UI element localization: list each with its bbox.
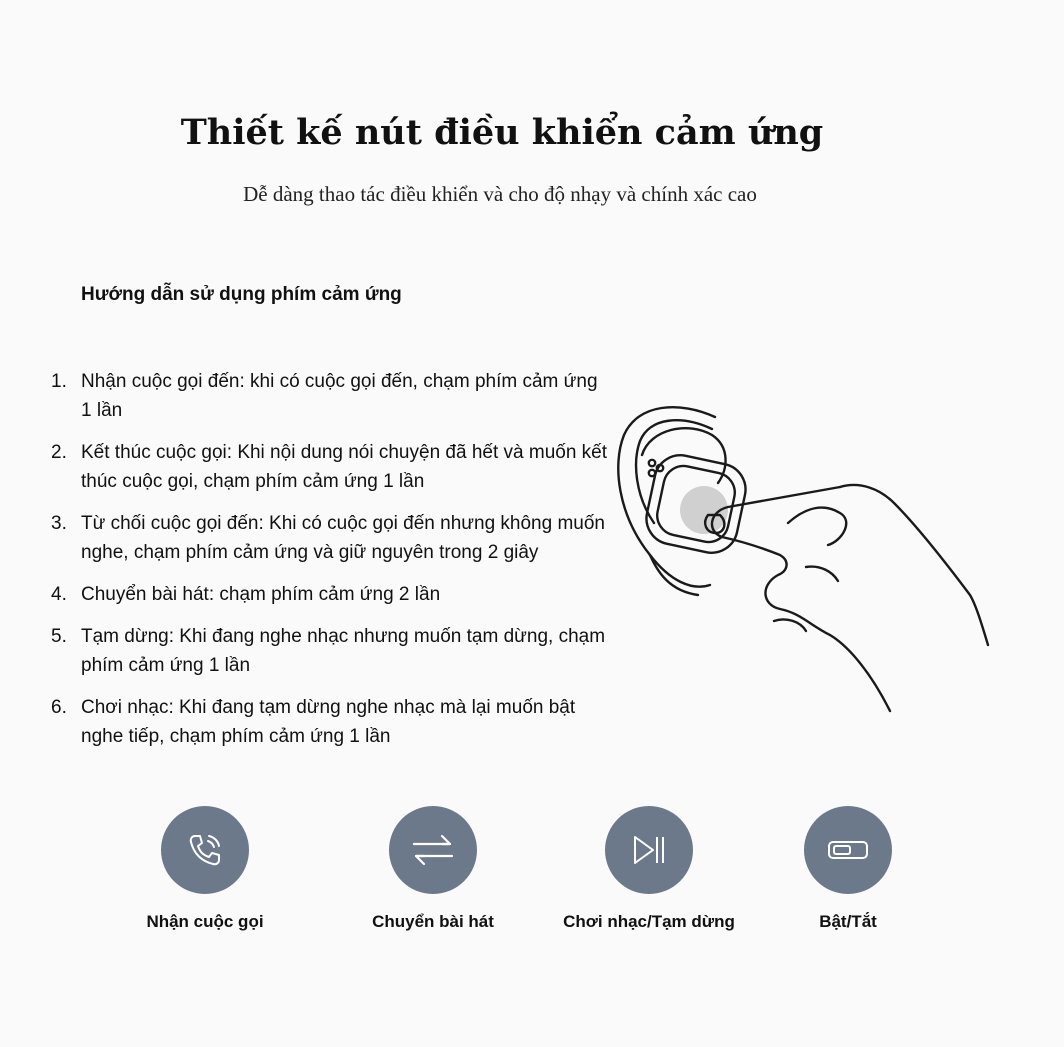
feature-play-pause: [549, 806, 749, 932]
feature-label: Nhận cuộc gọi: [146, 912, 264, 931]
instruction-text: Chuyển bài hát: chạm phím cảm ứng 2 lần: [81, 584, 441, 605]
knuckle-line: [806, 567, 838, 581]
instruction-number: 5.: [51, 626, 67, 647]
feature-icon-circle: [804, 806, 892, 894]
instruction-item: [51, 622, 609, 680]
instruction-number: 2.: [51, 442, 67, 463]
phone-call-icon: [183, 828, 227, 872]
instruction-item: [51, 509, 609, 567]
thumb: [788, 508, 846, 545]
feature-skip-track: [333, 806, 533, 932]
feature-icon-circle: [389, 806, 477, 894]
feature-label: Chơi nhạc/Tạm dừng: [563, 912, 735, 931]
page-subtitle: Dễ dàng thao tác điều khiển và cho độ nhạy và chính xác cao: [243, 182, 757, 206]
feature-label: Bật/Tắt: [819, 912, 877, 931]
ear-lobe-line: [650, 555, 698, 595]
instruction-text: Tạm dừng: Khi đang nghe nhạc nhưng muốn tạm dừng, chạm phím cảm ứng 1 lần: [81, 626, 606, 676]
instruction-text: Kết thúc cuộc gọi: Khi nội dung nói chuyện đã hết và muốn kết thúc cuộc gọi, chạm phím cảm ứng 1 lần: [81, 442, 608, 492]
instruction-number: 4.: [51, 584, 67, 605]
page-title: Thiết kế nút điều khiển cảm ứng: [180, 112, 824, 153]
instruction-number: 3.: [51, 513, 67, 534]
feature-icon-circle: [161, 806, 249, 894]
play-pause-icon: [629, 832, 669, 868]
ear-touch-illustration: [610, 395, 1000, 725]
touch-instructions-list: [51, 367, 609, 764]
instruction-text: Chơi nhạc: Khi đang tạm dừng nghe nhạc mà lại muốn bật nghe tiếp, chạm phím cảm ứng 1 lần: [81, 697, 576, 747]
feature-label: Chuyển bài hát: [372, 912, 494, 931]
earbud-dot: [649, 460, 655, 466]
instruction-item: [51, 367, 609, 425]
instruction-number: 6.: [51, 697, 67, 718]
feature-answer-call: [105, 806, 305, 932]
knuckle-line: [774, 619, 806, 631]
instruction-item: [51, 438, 609, 496]
instruction-text: Nhận cuộc gọi đến: khi có cuộc gọi đến, chạm phím cảm ứng 1 lần: [81, 371, 598, 421]
power-toggle-icon: [826, 838, 870, 862]
instruction-number: 1.: [51, 371, 67, 392]
instruction-item: [51, 580, 609, 609]
instruction-item: [51, 693, 609, 751]
instruction-text: Từ chối cuộc gọi đến: Khi có cuộc gọi đến nhưng không muốn nghe, chạm phím cảm ứng và giữ nguyên trong 2 giây: [81, 513, 605, 563]
guide-heading: Hướng dẫn sử dụng phím cảm ứng: [81, 284, 402, 305]
swap-arrows-icon: [410, 830, 456, 870]
hand-back: [840, 485, 988, 645]
feature-power-toggle: [748, 806, 948, 932]
feature-icon-circle: [605, 806, 693, 894]
